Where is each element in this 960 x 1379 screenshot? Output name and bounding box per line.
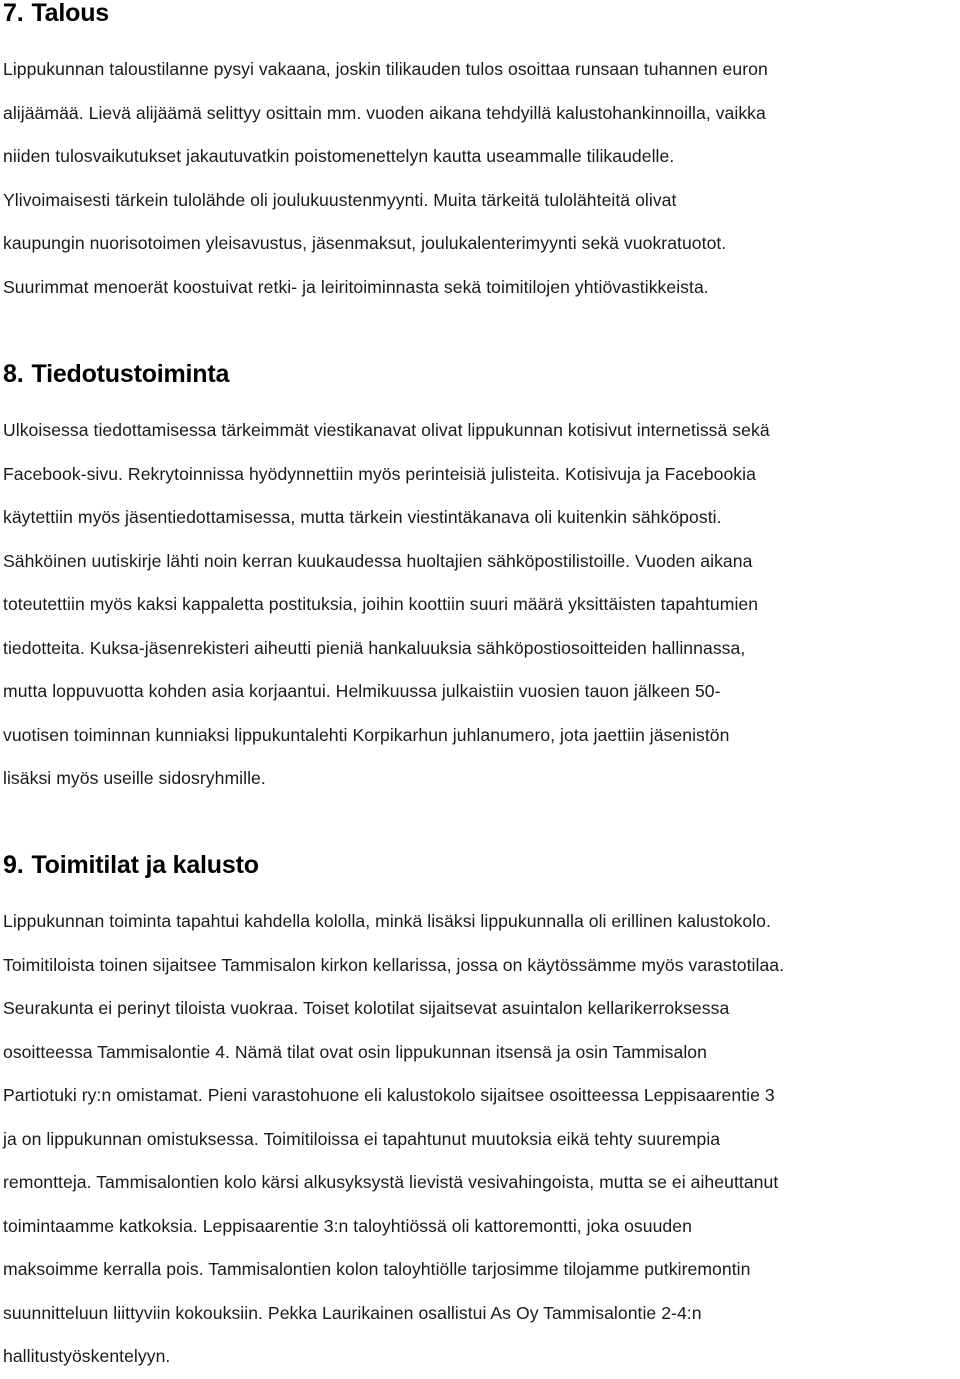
paragraph-line: kaupungin nuorisotoimen yleisavustus, jäsenmaksut, joulukalenterimyynti sekä vuokratuotot.	[3, 233, 727, 253]
paragraph-line: Lippukunnan toiminta tapahtui kahdella kololla, minkä lisäksi lippukunnalla oli erillinen kalustokolo.	[3, 911, 771, 931]
section-paragraph	[3, 900, 958, 1379]
section-title: Toimitilat ja kalusto	[31, 851, 259, 879]
section-number: 8.	[3, 360, 24, 388]
paragraph-line: Suurimmat menoerät koostuivat retki- ja leiritoiminnasta sekä toimitilojen yhtiövastikkeista.	[3, 276, 709, 297]
paragraph-line: Partiotuki ry:n omistamat. Pieni varastohuone eli kalustokolo sijaitsee osoitteessa Leppisaarentie 3	[3, 1085, 775, 1105]
paragraph-line: Toimitiloista toinen sijaitsee Tammisalon kirkon kellarissa, jossa on käytössämme myös varastotilaa.	[3, 954, 785, 975]
paragraph-line: Ylivoimaisesti tärkein tulolähde oli joulukuustenmyynti. Muita tärkeitä tulolähteitä olivat	[3, 189, 677, 210]
paragraph-line: mutta loppuvuotta kohden asia korjaantui. Helmikuussa julkaistiin vuosien tauon jälkeen 50-	[3, 681, 721, 701]
paragraph-line: remontteja. Tammisalontien kolo kärsi alkusyksystä lievistä vesivahingoista, mutta se ei aiheuttanut	[3, 1172, 779, 1192]
paragraph-line: Lippukunnan taloustilanne pysyi vakaana, joskin tilikauden tulos osoittaa runsaan tuhannen euron	[3, 59, 768, 79]
paragraph-line: käytettiin myös jäsentiedottamisessa, mutta tärkein viestintäkanava oli kuitenkin sähköposti.	[3, 507, 722, 527]
section-title: Tiedotustoiminta	[31, 360, 230, 388]
section-heading	[3, 359, 958, 389]
section-heading	[3, 0, 958, 28]
paragraph-line: maksoimme kerralla pois. Tammisalontien kolon taloyhtiölle tarjosimme tilojamme putkiremontin	[3, 1259, 751, 1279]
paragraph-line: Sähköinen uutiskirje lähti noin kerran kuukaudessa huoltajien sähköpostilistoille. Vuoden aikana	[3, 550, 753, 571]
paragraph-line: lisäksi myös useille sidosryhmille.	[3, 768, 266, 788]
paragraph-line: suunnitteluun liittyviin kokouksiin. Pekka Laurikainen osallistui As Oy Tammisalontie 2-4:n	[3, 1302, 702, 1323]
section-tiedotustoiminta	[3, 359, 958, 801]
section-heading	[3, 850, 958, 880]
section-paragraph	[3, 48, 958, 309]
section-number: 7.	[3, 0, 24, 27]
paragraph-line: ja on lippukunnan omistuksessa. Toimitiloissa ei tapahtunut muutoksia eikä tehty suurempia	[3, 1128, 721, 1149]
section-title: Talous	[31, 0, 109, 27]
paragraph-line: tiedotteita. Kuksa-jäsenrekisteri aiheutti pieniä hankaluuksia sähköpostiosoitteiden hallinnassa,	[3, 637, 746, 658]
section-talous	[3, 0, 958, 309]
section-number: 9.	[3, 851, 24, 879]
paragraph-line: alijäämää. Lievä alijäämä selittyy osittain mm. vuoden aikana tehdyillä kalustohankinnoilla, vaikka	[3, 102, 766, 123]
section-toimitilat-ja-kalusto	[3, 850, 958, 1379]
paragraph-line: Ulkoisessa tiedottamisessa tärkeimmät viestikanavat olivat lippukunnan kotisivut internetissä sekä	[3, 420, 770, 440]
paragraph-line: Seurakunta ei perinyt tiloista vuokraa. Toiset kolotilat sijaitsevat asuintalon kellarikerroksessa	[3, 998, 730, 1018]
paragraph-line: toimintaamme katkoksia. Leppisaarentie 3:n taloyhtiössä oli kattoremontti, joka osuuden	[3, 1215, 692, 1236]
paragraph-line: vuotisen toiminnan kunniaksi lippukuntalehti Korpikarhun juhlanumero, jota jaettiin jäsenistön	[3, 724, 730, 745]
paragraph-line: toteutettiin myös kaksi kappaletta postituksia, joihin koottiin suuri määrä yksittäisten tapahtumien	[3, 594, 759, 614]
paragraph-line: osoitteessa Tammisalontie 4. Nämä tilat ovat osin lippukunnan itsensä ja osin Tammisalon	[3, 1041, 707, 1062]
section-paragraph	[3, 409, 958, 801]
paragraph-line: Facebook-sivu. Rekrytoinnissa hyödynnettiin myös perinteisiä julisteita. Kotisivuja ja Facebookia	[3, 463, 756, 484]
paragraph-line: niiden tulosvaikutukset jakautuvatkin poistomenettelyn kautta useammalle tilikaudelle.	[3, 146, 675, 166]
paragraph-line: hallitustyöskentelyyn.	[3, 1346, 171, 1366]
